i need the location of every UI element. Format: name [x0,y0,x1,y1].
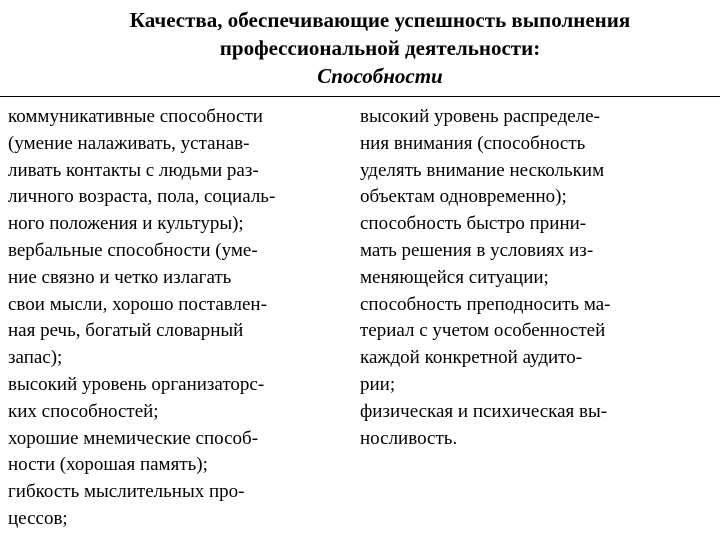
right-line: рии; [360,373,396,395]
right-line: каждой конкретной аудито- [360,347,583,369]
title-line-1: Качества, обеспечивающие успешность выполнения [129,8,631,32]
right-line: способность быстро прини- [360,213,587,235]
left-line: гибкость мыслительных про- [8,481,245,503]
left-column [8,104,338,533]
title-line-2: профессиональной деятельности: [219,36,541,60]
left-line: ние связно и четко излагать [8,266,232,288]
right-line: способность преподносить ма- [360,293,611,315]
left-line: ких способностей; [8,400,159,422]
right-line: физическая и психическая вы- [360,400,608,422]
left-line: ности (хорошая память); [8,454,208,476]
right-column [360,104,700,452]
left-line: личного возраста, пола, социаль- [8,186,276,208]
slide-subtitle: Способности [317,64,443,88]
right-line: высокий уровень распределе- [360,106,600,127]
left-line: (умение налаживать, устанав- [8,132,250,154]
left-line: вербальные способности (уме- [8,239,258,261]
right-line: меняющейся ситуации; [360,266,549,288]
right-line: носливость. [360,427,458,449]
left-line: ного положения и культуры); [8,213,244,235]
slide-title [40,6,720,90]
right-line: ния внимания (способность [360,132,586,154]
title-divider [0,96,720,97]
left-line: запас); [8,347,63,369]
right-line: мать решения в условиях из- [360,239,594,261]
right-line: объектам одновременно); [360,186,567,208]
left-line: ливать контакты с людьми раз- [8,159,259,181]
right-line: териал с учетом особенностей [360,320,606,342]
left-line: высокий уровень организаторс- [8,373,265,395]
left-line: ная речь, богатый словарный [8,320,244,342]
left-line: коммуникативные способности [8,106,263,127]
left-line: хорошие мнемические способ- [8,427,259,449]
right-line: уделять внимание нескольким [360,159,605,181]
left-line: цессов; [8,507,68,529]
left-line: свои мысли, хорошо поставлен- [8,293,267,315]
